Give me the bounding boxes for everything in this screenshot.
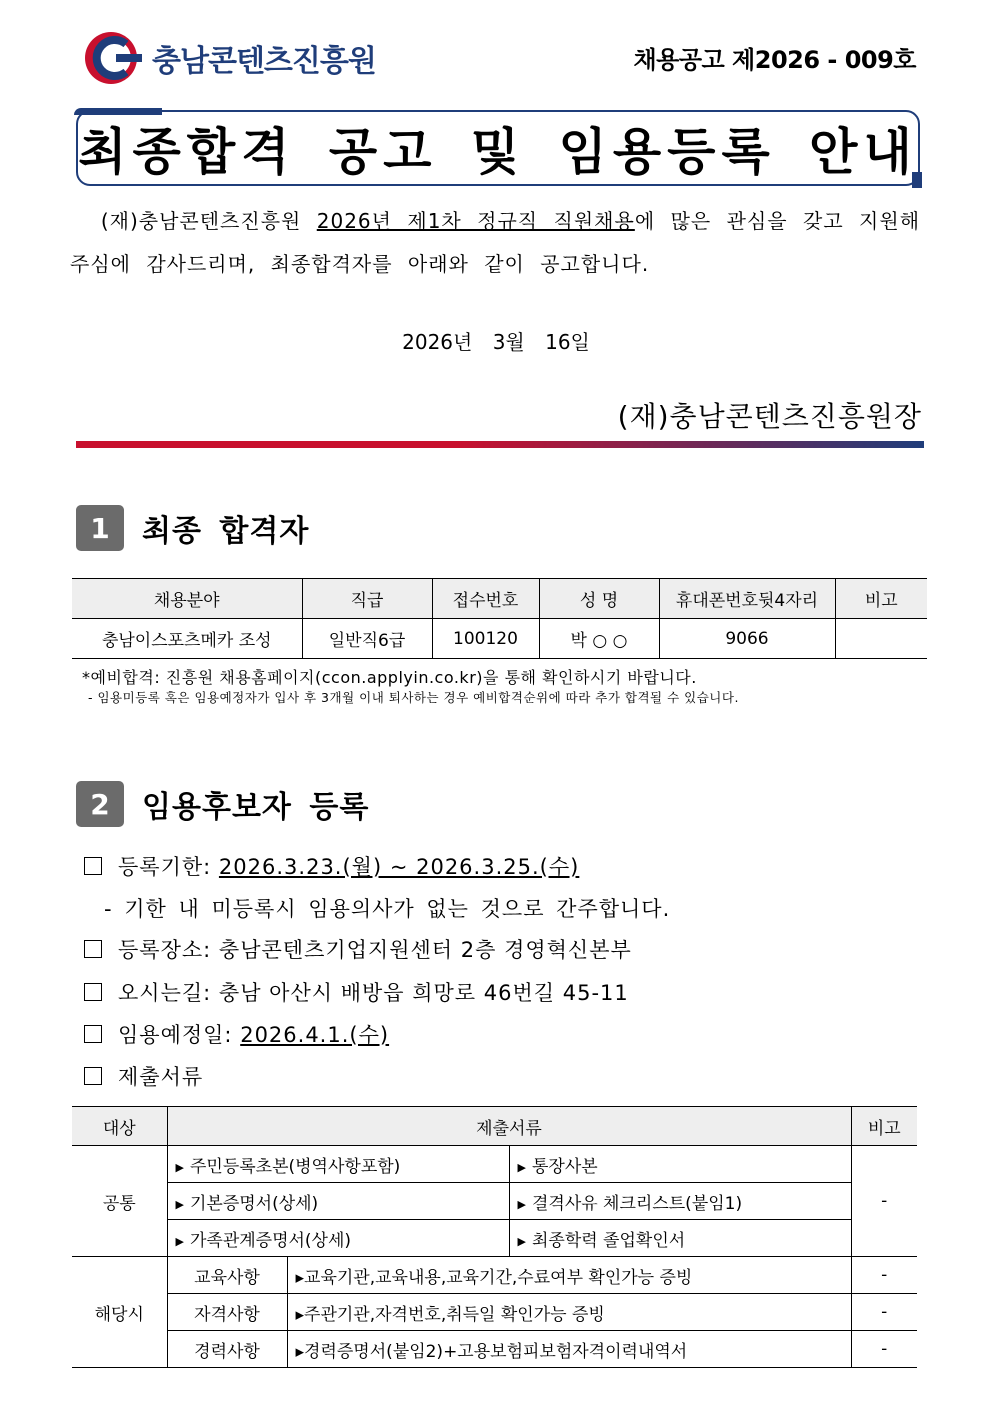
notice-number: 채용공고 제2026 - 009호 — [633, 46, 916, 74]
signer: (재)충남콘텐츠진흥원장 — [617, 400, 922, 433]
item-value: 충남콘텐츠기업지원센터 2층 경영혁신본부 — [218, 938, 632, 962]
org-name: 충남콘텐츠진흥원 — [152, 44, 376, 79]
directions — [84, 977, 629, 1007]
column-header: 채용분야 — [72, 579, 302, 619]
item-value: 2026.4.1.(수) — [240, 1023, 390, 1047]
reserve-note: *예비합격: 진흥원 채용홈페이지(ccon.applyin.co.kr)을 통해 확인하시기 바랍니다. — [82, 668, 697, 687]
triangle-bullet-icon: ▶ — [517, 1160, 526, 1174]
table-cell: 100120 — [432, 619, 539, 659]
org-logo — [82, 30, 376, 86]
document-title: 최종합격 공고 및 임용등록 안내 — [78, 123, 918, 181]
section-number: 2 — [76, 781, 124, 827]
note-cell: - — [851, 1294, 917, 1331]
divider — [76, 441, 924, 448]
section-number: 1 — [76, 505, 124, 551]
note-cell: - — [851, 1331, 917, 1368]
table-cell: ▸주관기관,자격번호,취득일 확인가능 증빙 — [287, 1294, 851, 1331]
item-value: 2026.3.23.(월) ~ 2026.3.25.(수) — [218, 855, 580, 879]
table-cell — [167, 1183, 509, 1220]
table-row — [72, 1257, 917, 1294]
table-cell: ▸경력증명서(붙임2)+고용보험피보험자격이력내역서 — [287, 1331, 851, 1368]
target-cell: 공통 — [72, 1146, 167, 1257]
triangle-bullet-icon: ▶ — [517, 1234, 526, 1248]
table-cell: 자격사항 — [167, 1294, 287, 1331]
section-title: 임용후보자 등록 — [142, 790, 370, 825]
table-row — [72, 1183, 917, 1220]
org-logo-icon — [82, 30, 144, 86]
checkbox-icon — [84, 983, 102, 1001]
item-value: 충남 아산시 배방읍 희망로 46번길 45-11 — [218, 981, 629, 1005]
column-header: 비고 — [835, 579, 927, 619]
registration-place — [84, 934, 632, 964]
notice-date: 2026년 3월 16일 — [402, 330, 590, 354]
triangle-bullet-icon: ▶ — [175, 1197, 184, 1211]
item-label: 제출서류 — [118, 1065, 204, 1089]
section-1-heading — [76, 505, 309, 551]
title-box — [76, 110, 920, 186]
table-cell: 충남이스포츠메카 조성 — [72, 619, 302, 659]
item-label: 임용예정일: — [118, 1023, 233, 1047]
column-header: 휴대폰번호뒷4자리 — [659, 579, 835, 619]
final-pass-table — [72, 578, 927, 659]
table-cell: 박 ○ ○ — [539, 619, 659, 659]
triangle-bullet-icon: ▶ — [517, 1197, 526, 1211]
document-name: 결격사유 체크리스트(붙임1) — [531, 1193, 743, 1214]
table-header-row — [72, 1107, 917, 1146]
document-name: 통장사본 — [531, 1156, 598, 1177]
target-cell: 해당시 — [72, 1257, 167, 1368]
checkbox-icon — [84, 857, 102, 875]
table-row — [72, 1146, 917, 1183]
table-cell: 교육사항 — [167, 1257, 287, 1294]
checkbox-icon — [84, 1025, 102, 1043]
checkbox-icon — [84, 1067, 102, 1085]
registration-period — [84, 851, 579, 881]
table-cell: 경력사항 — [167, 1331, 287, 1368]
intro-recruitment-name: 2026년 제1차 정규직 직원채용 — [316, 209, 635, 233]
table-cell — [167, 1146, 509, 1183]
item-label: 등록기한: — [118, 855, 212, 879]
table-cell — [509, 1220, 851, 1257]
intro-paragraph — [70, 200, 920, 286]
item-label: 등록장소: — [118, 938, 212, 962]
column-header: 직급 — [302, 579, 432, 619]
table-cell: ▸교육기관,교육내용,교육기간,수료여부 확인가능 증빙 — [287, 1257, 851, 1294]
section-title: 최종 합격자 — [142, 514, 310, 549]
table-cell — [835, 619, 927, 659]
triangle-bullet-icon: ▶ — [175, 1160, 184, 1174]
table-header-row — [72, 579, 927, 619]
table-row — [72, 1331, 917, 1368]
checkbox-icon — [84, 940, 102, 958]
table-row — [72, 619, 927, 659]
column-header: 접수번호 — [432, 579, 539, 619]
column-header: 성 명 — [539, 579, 659, 619]
reserve-subnote: - 임용미등록 혹은 임용예정자가 입사 후 3개월 이내 퇴사하는 경우 예비합격순위에 따라 추가 합격될 수 있습니다. — [88, 690, 739, 705]
registration-period-note: - 기한 내 미등록시 임용의사가 없는 것으로 간주합니다. — [104, 897, 671, 921]
note-cell: - — [851, 1257, 917, 1294]
table-cell: 일반직6급 — [302, 619, 432, 659]
section-2-heading — [76, 781, 369, 827]
table-cell: 9066 — [659, 619, 835, 659]
table-cell — [167, 1220, 509, 1257]
column-header: 제출서류 — [167, 1107, 851, 1146]
table-row — [72, 1294, 917, 1331]
table-cell — [509, 1146, 851, 1183]
appointment-date — [84, 1019, 389, 1049]
triangle-bullet-icon: ▶ — [175, 1234, 184, 1248]
document-name: 기본증명서(상세) — [189, 1193, 319, 1214]
document-name: 최종학력 졸업확인서 — [531, 1230, 686, 1251]
table-cell — [509, 1183, 851, 1220]
intro-suffix: 에 많은 관심을 갖고 지원해 주심에 감사드리며, 최종합격자를 아래와 같이 공고합니다. — [70, 209, 921, 276]
column-header: 대상 — [72, 1107, 167, 1146]
document-name: 가족관계증명서(상세) — [189, 1230, 352, 1251]
documents-table — [72, 1106, 917, 1368]
document-name: 주민등록초본(병역사항포함) — [189, 1156, 401, 1177]
note-cell: - — [851, 1146, 917, 1257]
column-header: 비고 — [851, 1107, 917, 1146]
submission-documents-label — [84, 1061, 203, 1091]
table-row — [72, 1220, 917, 1257]
intro-prefix: (재)충남콘텐츠진흥원 — [100, 209, 317, 233]
item-label: 오시는길: — [118, 981, 212, 1005]
